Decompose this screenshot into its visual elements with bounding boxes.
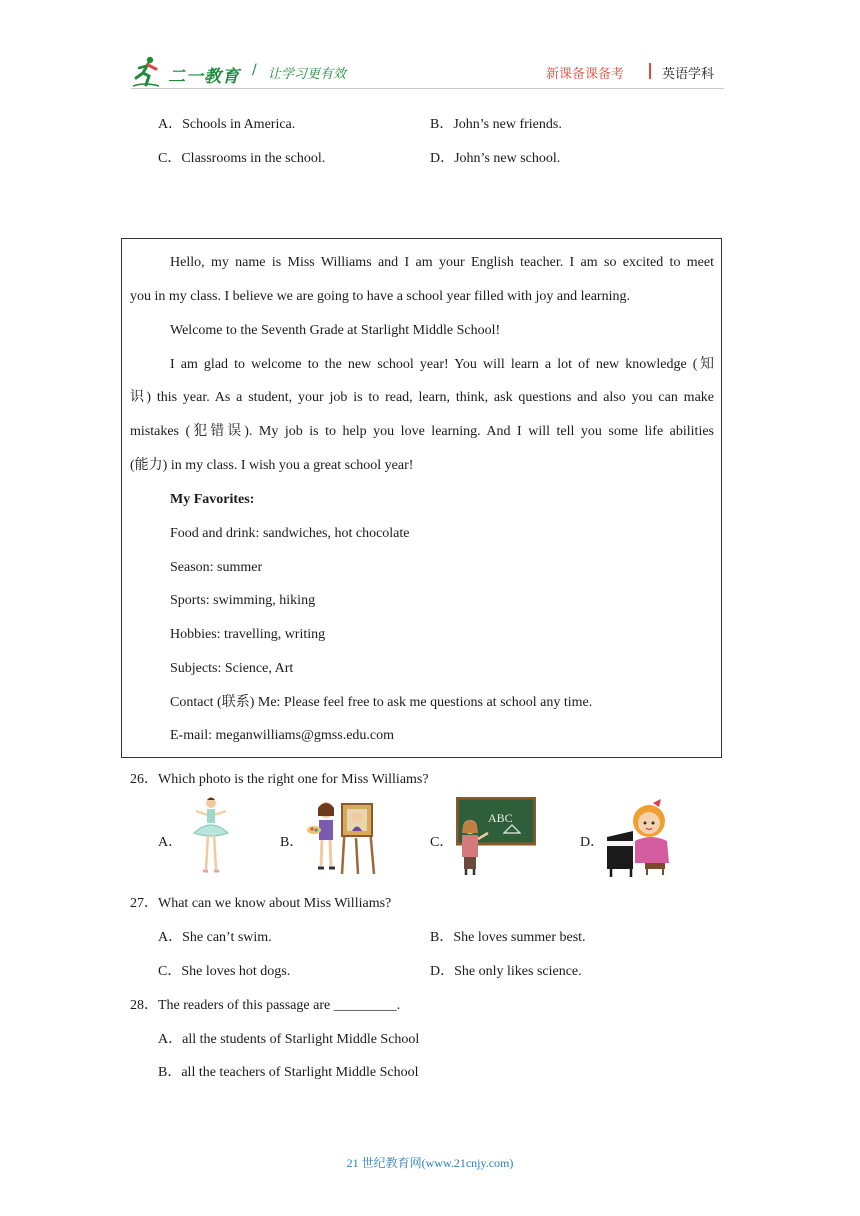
girl-painting-image (306, 798, 378, 876)
option-c: C．She loves hot dogs. (158, 964, 291, 979)
question-text: 27．What can we know about Miss Williams? (130, 896, 392, 911)
prev-option-a: A．Schools in America. (158, 117, 296, 132)
contact-line: Contact (联系) Me: Please feel free to ask me questions at school any time. (170, 695, 593, 710)
passage-line: 识) this year. As a student, your job is to read, learn, think, ask questions and also you can make (130, 390, 714, 405)
header-subject: 英语学科 (662, 67, 715, 82)
ballerina-image (186, 795, 236, 877)
brand-slogan: 让学习更有效 (268, 67, 347, 82)
favorite-sports: Sports: swimming, hiking (170, 593, 316, 608)
option-b: B．She loves summer best. (430, 930, 586, 945)
header-divider (649, 63, 651, 79)
option-label-b: B． (280, 835, 304, 850)
header-tagline: 新课备课备考 (546, 67, 625, 82)
email-line: E-mail: meganwilliams@gmss.edu.com (170, 728, 395, 743)
question-text: 26．Which photo is the right one for Miss Williams? (130, 772, 429, 787)
prev-option-b: B．John’s new friends. (430, 117, 562, 132)
passage-line: Welcome to the Seventh Grade at Starlight Middle School! (170, 323, 501, 338)
passage-line: Hello, my name is Miss Williams and I am your English teacher. I am so excited to meet (170, 255, 714, 270)
option-b: B．all the teachers of Starlight Middle School (158, 1065, 419, 1080)
favorite-season: Season: summer (170, 560, 263, 575)
passage-line: (能力) in my class. I wish you a great school year! (130, 458, 414, 473)
teacher-blackboard-image (456, 797, 536, 877)
option-a: A．all the students of Starlight Middle School (158, 1032, 420, 1047)
prev-option-d: D．John’s new school. (430, 151, 561, 166)
header-rule (131, 88, 724, 89)
page-footer: 21 世纪教育网(www.21cnjy.com) (346, 1156, 514, 1170)
passage-line: you in my class. I believe we are going to have a school year filled with joy and learning. (130, 289, 630, 304)
prev-option-c: C．Classrooms in the school. (158, 151, 326, 166)
option-label-a: A． (158, 835, 183, 850)
runner-logo-icon (131, 56, 161, 88)
option-a: A．She can’t swim. (158, 930, 272, 945)
favorites-heading: My Favorites: (170, 492, 255, 507)
question-text: 28．The readers of this passage are _________. (130, 998, 401, 1013)
favorite-hobbies: Hobbies: travelling, writing (170, 627, 326, 642)
brand-logo-text: 二一教育 (168, 67, 240, 87)
girl-piano-image (605, 797, 675, 879)
header-separator: / (252, 62, 257, 78)
favorite-subjects: Subjects: Science, Art (170, 661, 294, 676)
option-label-c: C． (430, 835, 454, 850)
option-label-d: D． (580, 835, 605, 850)
board-text: ABC (488, 811, 513, 825)
passage-line: I am glad to welcome to the new school year! You will learn a lot of new knowledge (知 (170, 357, 714, 372)
favorite-food: Food and drink: sandwiches, hot chocolate (170, 526, 410, 541)
passage-line: mistakes (犯错误). My job is to help you love learning. And I will tell you some life abilities (130, 424, 714, 439)
option-d: D．She only likes science. (430, 964, 582, 979)
